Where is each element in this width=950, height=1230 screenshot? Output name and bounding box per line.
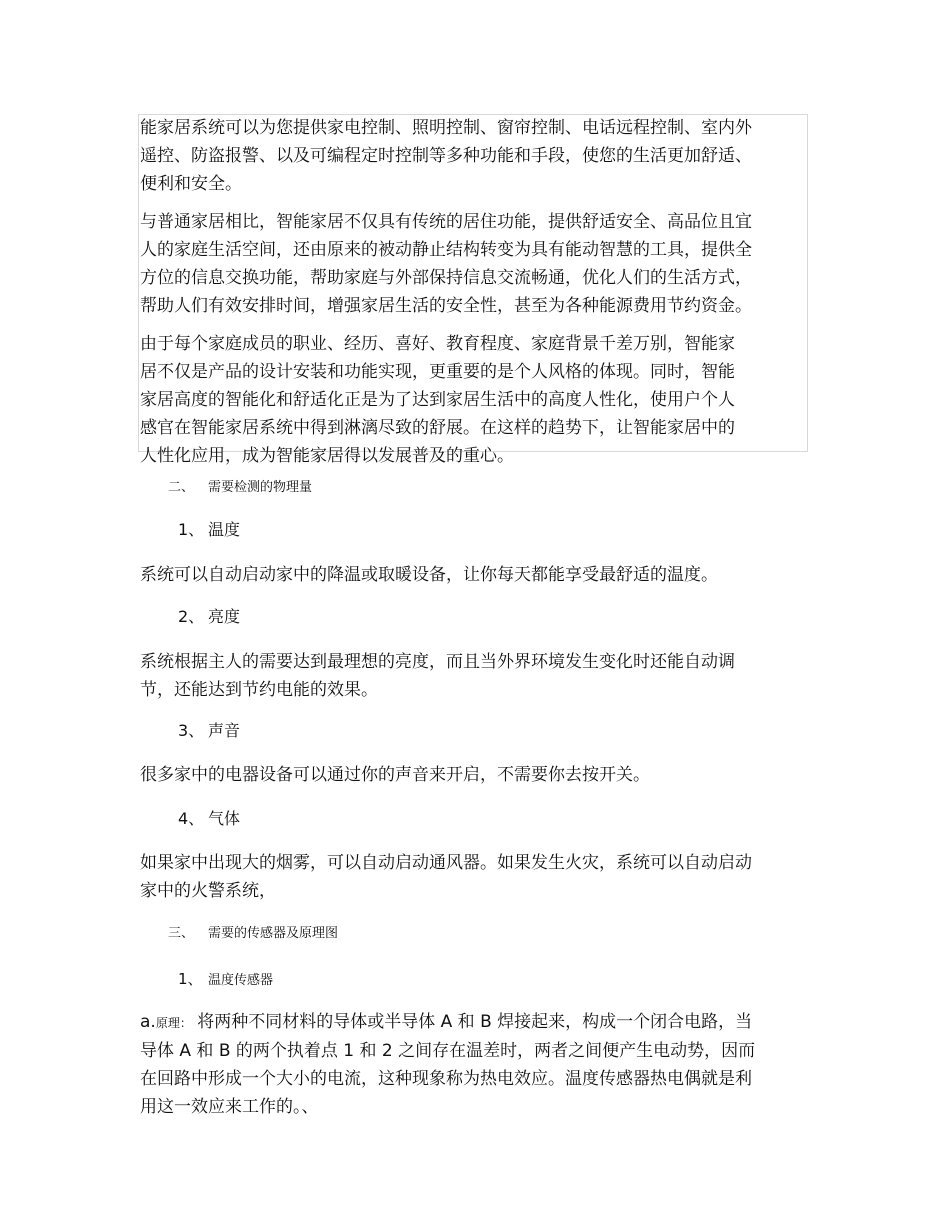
item-heading-temperature-sensor	[178, 968, 273, 992]
intro-paragraph-3	[140, 330, 770, 470]
item-number: 4、	[178, 809, 205, 828]
text-line: 帮助人们有效安排时间，增强家居生活的安全性，甚至为各种能源费用节约资金。	[140, 296, 752, 316]
text-line: 系统根据主人的需要达到最理想的亮度，而且当外界环境发生变化时还能自动调	[140, 652, 735, 672]
section-number: 三、	[168, 926, 195, 941]
item-text-sound	[140, 761, 770, 789]
text-line: 很多家中的电器设备可以通过你的声音来开启，不需要你去按开关。	[140, 765, 650, 785]
item-number: 2、	[178, 607, 205, 626]
item-title: 声音	[208, 721, 241, 740]
text-line: 人的家庭生活空间，还由原来的被动静止结构转变为具有能动智慧的工具，提供全	[140, 240, 752, 260]
section-title: 需要的传感器及原理图	[208, 926, 339, 941]
text-line: 节，还能达到节约电能的效果。	[140, 680, 378, 700]
item-title: 温度	[208, 520, 241, 539]
text-line: 遥控、防盗报警、以及可编程定时控制等多种功能和手段，使您的生活更加舒适、	[140, 146, 752, 166]
section-2-heading	[168, 479, 312, 497]
section-title: 需要检测的物理量	[208, 480, 313, 495]
principle-paragraph	[140, 1008, 800, 1121]
text-line: 在回路中形成一个大小的电流，这种现象称为热电效应。温度传感器热电偶就是利	[140, 1069, 752, 1089]
text-line: 能家居系统可以为您提供家电控制、照明控制、窗帘控制、电话远程控制、室内外	[140, 118, 752, 138]
text-line: 由于每个家庭成员的职业、经历、喜好、教育程度、家庭背景千差万别，智能家	[140, 334, 735, 354]
item-heading-gas	[178, 808, 240, 830]
text-line: 居不仅是产品的设计安装和功能实现，更重要的是个人风格的体现。同时，智能	[140, 362, 735, 382]
item-number: 1、	[178, 520, 205, 539]
text-line: 家居高度的智能化和舒适化正是为了达到家居生活中的高度人性化，使用户个人	[140, 390, 735, 410]
text-line: 与普通家居相比，智能家居不仅具有传统的居住功能，提供舒适安全、高品位且宜	[140, 212, 752, 232]
item-heading-sound	[178, 720, 240, 742]
text-line: 用这一效应来工作的。、	[140, 1097, 319, 1117]
item-title: 亮度	[208, 607, 241, 626]
principle-label-a: a.	[140, 1012, 156, 1032]
item-text-temperature	[140, 561, 770, 589]
item-title: 气体	[208, 809, 241, 828]
text-line: 系统可以自动启动家中的降温或取暖设备，让你每天都能享受最舒适的温度。	[140, 565, 718, 585]
item-heading-brightness	[178, 606, 240, 628]
principle-first-line	[140, 1008, 800, 1037]
item-number: 3、	[178, 721, 205, 740]
text-line: 人性化应用，成为智能家居得以发展普及的重心。	[140, 446, 514, 466]
item-heading-temperature	[178, 519, 240, 541]
intro-paragraph-1	[140, 114, 770, 198]
intro-paragraph-2	[140, 208, 770, 320]
item-title: 温度传感器	[208, 973, 274, 988]
section-number: 二、	[168, 480, 195, 495]
text-line: 便利和安全。	[140, 174, 242, 194]
principle-line-1-text: 将两种不同材料的导体或半导体 A 和 B 焊接起来，构成一个闭合电路，当	[197, 1012, 753, 1032]
text-line: 方位的信息交换功能，帮助家庭与外部保持信息交流畅通，优化人们的生活方式，	[140, 268, 752, 288]
text-line: 家中的火警系统，	[140, 881, 276, 901]
item-text-brightness	[140, 648, 770, 704]
item-number: 1、	[178, 970, 203, 988]
principle-label-word: 原理：	[155, 1016, 192, 1030]
text-line: 导体 A 和 B 的两个执着点 1 和 2 之间存在温差时，两者之间便产生电动势，因而	[140, 1041, 756, 1061]
text-line: 感官在智能家居系统中得到淋漓尽致的舒展。在这样的趋势下，让智能家居中的	[140, 418, 735, 438]
item-text-gas	[140, 849, 770, 905]
text-line: 如果家中出现大的烟雾，可以自动启动通风器。如果发生火灾，系统可以自动启动	[140, 853, 752, 873]
section-3-heading	[168, 925, 338, 943]
